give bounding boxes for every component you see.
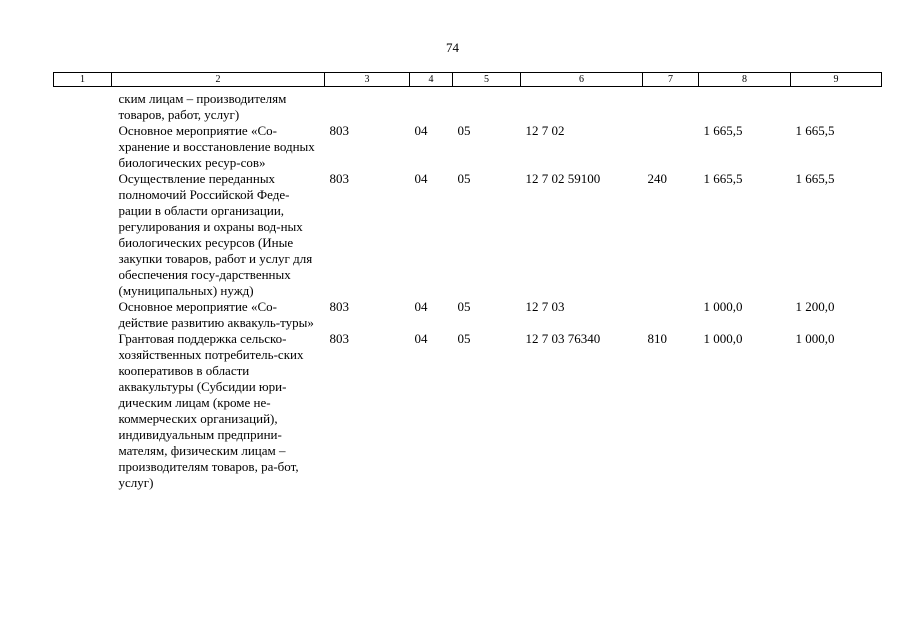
- ministry-code-cell: [325, 87, 410, 124]
- ministry-code-cell: 803: [329, 123, 349, 138]
- amount-year1-cell: 1 000,0: [703, 299, 743, 314]
- item-name-cell: Грантовая поддержка сельско-хозяйственных потребитель-ских кооперативов в области аквакультуры (Субсидии юри-дическим лицам (кроме не-коммерческих организаций), индивидуальным предприни-мателям, физическим лицам – производителям товаров, ра-бот, услуг): [118, 331, 304, 490]
- amount-year1-cell: [699, 87, 791, 124]
- amount-year1-cell: 1 665,5: [703, 123, 743, 138]
- table-row: [54, 299, 882, 331]
- ministry-code-cell: 803: [329, 331, 349, 346]
- column-header: 5: [453, 73, 521, 87]
- column-header: 1: [54, 73, 112, 87]
- amount-year2-cell: 1 000,0: [795, 331, 835, 346]
- column-header: 8: [699, 73, 791, 87]
- row-index-cell: [54, 331, 112, 491]
- item-name-cell: Основное мероприятие «Со-действие развитию аквакуль-туры»: [118, 299, 314, 330]
- column-header: 9: [791, 73, 882, 87]
- expense-type-cell: [643, 123, 699, 171]
- item-name-cell: Осуществление переданных полномочий Российской Феде-рации в области организации, регулирования и охраны вод-ных биологических ресурсов (Иные закупки товаров, работ и услуг для обеспечения госу-дарственных (муниципальных) нужд): [118, 171, 313, 298]
- subsection-code-cell: 05: [457, 123, 471, 138]
- table-header: [54, 73, 882, 87]
- amount-year2-cell: [791, 87, 882, 124]
- table-row: [54, 331, 882, 491]
- amount-year2-cell: 1 665,5: [795, 123, 835, 138]
- subsection-code-cell: 05: [457, 299, 471, 314]
- section-code-cell: 04: [414, 171, 428, 186]
- column-header: 4: [410, 73, 453, 87]
- section-code-cell: [410, 87, 453, 124]
- column-header: 6: [521, 73, 643, 87]
- table-body: [54, 87, 882, 492]
- subsection-code-cell: 05: [457, 171, 471, 186]
- target-article-cell: 12 7 02: [525, 123, 565, 138]
- column-header: 2: [112, 73, 325, 87]
- target-article-cell: [521, 87, 643, 124]
- column-header: 7: [643, 73, 699, 87]
- column-header: 3: [325, 73, 410, 87]
- expense-type-cell: 240: [647, 171, 667, 186]
- row-index-cell: [54, 123, 112, 171]
- item-name-cell: Основное мероприятие «Со-хранение и восстановление водных биологических ресур-сов»: [118, 123, 315, 170]
- section-code-cell: 04: [414, 123, 428, 138]
- target-article-cell: 12 7 03: [525, 299, 565, 314]
- section-code-cell: 04: [414, 331, 428, 346]
- header-row: [54, 73, 882, 87]
- table-row: [54, 123, 882, 171]
- expense-type-cell: [643, 87, 699, 124]
- ministry-code-cell: 803: [329, 171, 349, 186]
- subsection-code-cell: [453, 87, 521, 124]
- table-row: [54, 87, 882, 124]
- ministry-code-cell: 803: [329, 299, 349, 314]
- subsection-code-cell: 05: [457, 331, 471, 346]
- expense-type-cell: 810: [647, 331, 667, 346]
- target-article-cell: 12 7 02 59100: [525, 171, 601, 186]
- table-row: [54, 171, 882, 299]
- row-index-cell: [54, 299, 112, 331]
- row-index-cell: [54, 171, 112, 299]
- expense-type-cell: [643, 299, 699, 331]
- page-number: 74: [446, 40, 459, 55]
- target-article-cell: 12 7 03 76340: [525, 331, 601, 346]
- amount-year1-cell: 1 000,0: [703, 331, 743, 346]
- row-index-cell: [54, 87, 112, 124]
- amount-year2-cell: 1 665,5: [795, 171, 835, 186]
- budget-table: [53, 72, 882, 491]
- section-code-cell: 04: [414, 299, 428, 314]
- item-name-cell: ским лицам – производителям товаров, работ, услуг): [118, 91, 287, 122]
- amount-year2-cell: 1 200,0: [795, 299, 835, 314]
- amount-year1-cell: 1 665,5: [703, 171, 743, 186]
